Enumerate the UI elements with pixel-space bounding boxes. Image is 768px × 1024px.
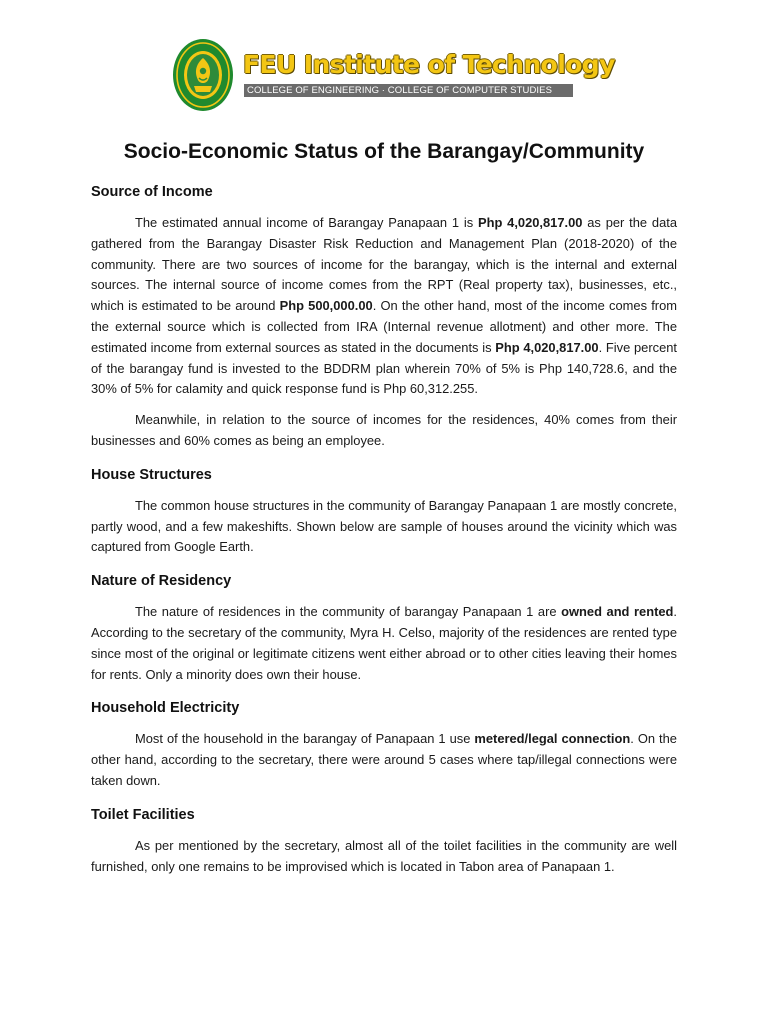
bold-text: Php 4,020,817.00 — [495, 339, 599, 355]
section-toilet-facilities — [91, 805, 677, 878]
institute-name: FEU Institute of Technology — [243, 50, 615, 79]
text-run: Most of the household in the barangay of Panapaan 1 use — [135, 731, 475, 747]
section-heading: Source of Income — [91, 184, 213, 200]
section-heading: House Structures — [91, 466, 212, 483]
text-run: . According to the secretary of the community, Myra H. Celso, majority of the residences are rented type since most of the original or legitimate citizens went either abroad or to other cities leaving their homes for rents. Only a minority does own their house. — [91, 604, 678, 682]
document-body — [91, 182, 677, 890]
section-household-electricity — [91, 698, 677, 791]
text-run: The estimated annual income of Barangay Panapaan 1 is — [135, 215, 478, 230]
paragraph — [91, 213, 677, 400]
section-source-of-income — [91, 182, 677, 452]
paragraph — [91, 729, 677, 791]
paragraph — [91, 602, 677, 685]
bold-text: Php 4,020,817.00 — [477, 215, 583, 230]
paragraph — [91, 410, 677, 452]
paragraph — [91, 836, 677, 878]
bold-text: owned and rented — [561, 604, 674, 620]
section-heading: Nature of Residency — [91, 573, 232, 590]
feu-tech-seal-icon — [172, 38, 234, 112]
text-run: . Five percent of the barangay fund is invested to the BDDRM plan wherein 70% of 5% is Php 140,728.6, and the 30% of 5% for calamity and quick response fund is Php 60,312.255. — [91, 339, 677, 397]
bold-text: metered/legal connection — [474, 731, 631, 747]
text-run: As per mentioned by the secretary, almost all of the toilet facilities in the community are well furnished, only one remains to be improvised which is located in Tabon area of Panapaan 1. — [91, 837, 677, 874]
section-heading: Household Electricity — [91, 700, 240, 717]
bold-text: Php 500,000.00 — [279, 298, 373, 314]
text-run: Meanwhile, in relation to the source of incomes for the residences, 40% comes from their businesses and 60% comes as being an employee. — [91, 412, 677, 448]
colleges-banner: COLLEGE OF ENGINEERING · COLLEGE OF COMPUTER STUDIES — [244, 84, 573, 97]
text-run: as per the data gathered from the Barangay Disaster Risk Reduction and Management Plan (2018-2020) of the community. There are two sources of income for the barangay, which is the internal and external sources. The internal source of income comes from the RPT (Real property tax), businesses, etc., which is estimated to be around — [91, 215, 677, 314]
text-run: . On the other hand, according to the secretary, there were around 5 cases where tap/illegal connections were taken down. — [91, 731, 677, 788]
paragraph — [91, 496, 677, 558]
section-heading: Toilet Facilities — [91, 806, 195, 823]
document-title: Socio-Economic Status of the Barangay/Community — [123, 140, 645, 163]
text-run: The nature of residences in the community of barangay Panapaan 1 are — [135, 604, 562, 620]
letterhead — [172, 38, 615, 114]
text-run: The common house structures in the community of Barangay Panapaan 1 are mostly concrete, partly wood, and a few makeshifts. Shown below are sample of houses around the vicinity which was captured from Google Earth. — [91, 497, 677, 555]
section-house-structures — [91, 465, 677, 558]
text-run: . On the other hand, most of the income comes from the external source which is collected from IRA (Internal revenue allotment) and other more. The estimated income from external sources as stated in the documents is — [91, 298, 678, 355]
section-nature-of-residency — [91, 571, 677, 685]
